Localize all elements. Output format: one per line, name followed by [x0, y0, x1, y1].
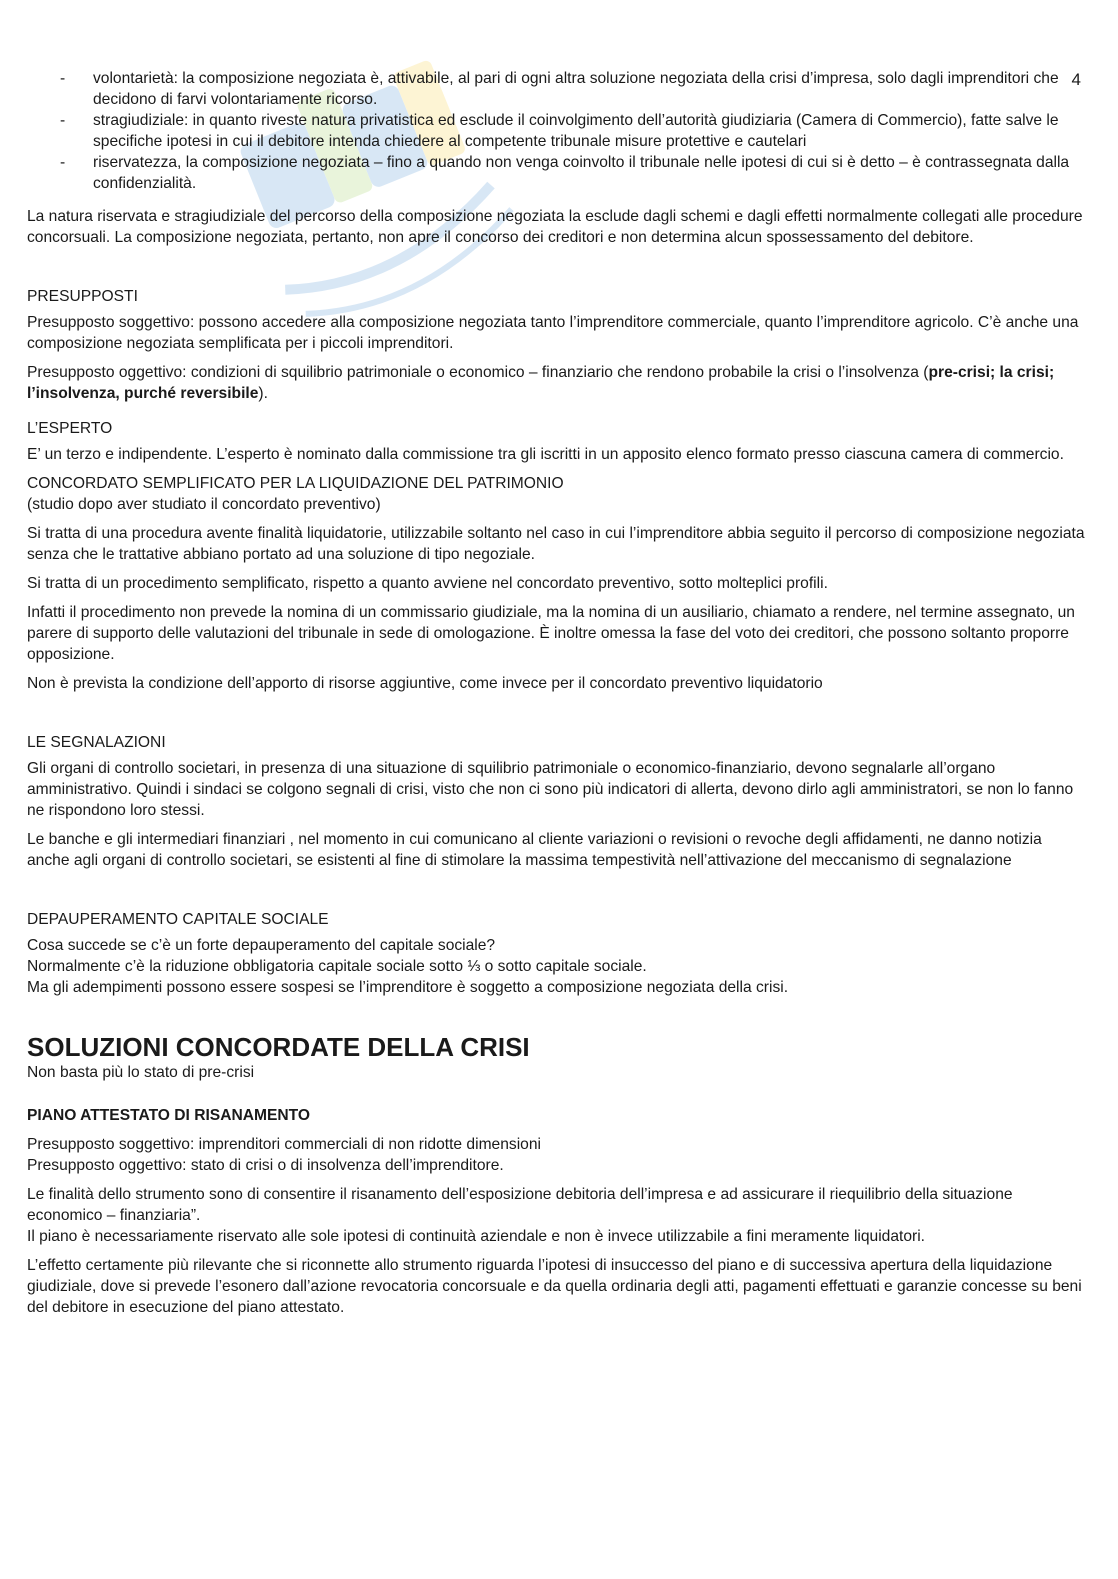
feature-list — [27, 68, 1087, 194]
section-heading-piano: PIANO ATTESTATO DI RISANAMENTO — [27, 1107, 311, 1124]
presupposto-oggettivo: Presupposto oggettivo: stato di crisi o di insolvenza dell’imprenditore. — [27, 1157, 504, 1174]
paragraph: Si tratta di una procedura avente finalità liquidatorie, utilizzabile soltanto nel caso in cui l’imprenditore abbia seguito il percorso di composizione negoziata senza che le trattative abbiano portato ad una soluzione di tipo negoziale. — [27, 525, 1085, 563]
text-line: Cosa succede se c’è un forte depauperamento del capitale sociale? — [27, 937, 496, 954]
list-item: - volontarietà: la composizione negoziata è, attivabile, al pari di ogni altra soluzione negoziata della crisi d’impresa, solo dagli imprenditori che decidono di farvi volontariamente ricorso. — [27, 68, 1087, 110]
section-heading-depauperamento: DEPAUPERAMENTO CAPITALE SOCIALE — [27, 911, 329, 928]
presupposto-soggettivo: Presupposto soggettivo: possono accedere alla composizione negoziata tanto l’imprenditore commerciale, quanto l’imprenditore agricolo. C’è anche una composizione negoziata semplificata per i piccoli imprenditori. — [27, 314, 1079, 352]
section-heading-segnalazioni: LE SEGNALAZIONI — [27, 734, 166, 751]
paragraph: Le finalità dello strumento sono di consentire il risanamento dell’esposizione debitoria dell’impresa e ad assicurare il riequilibrio della situazione economico – finanziaria”. — [27, 1186, 1013, 1224]
paragraph: Il piano è necessariamente riservato alle sole ipotesi di continuità aziendale e non è invece utilizzabile a fini meramente liquidatori. — [27, 1228, 926, 1245]
esperto-text: E’ un terzo e indipendente. L’esperto è nominato dalla commissione tra gli iscritti in un apposito elenco formato presso ciascuna camera di commercio. — [27, 446, 1064, 463]
paragraph: Le banche e gli intermediari finanziari , nel momento in cui comunicano al cliente variazioni o revisioni o revoche degli affidamenti, ne danno notizia anche agli organi di controllo societari, se esistenti al fine di stimolare la massima tempestività nell’attivazione del meccanismo di segnalazione — [27, 831, 1042, 869]
list-item: - riservatezza, la composizione negoziata – fino a quando non venga coinvolto il tribunale nelle ipotesi di cui si è detto – è contrassegnata dalla confidenzialità. — [27, 152, 1087, 194]
section-heading-concordato: CONCORDATO SEMPLIFICATO PER LA LIQUIDAZIONE DEL PATRIMONIO — [27, 475, 564, 492]
text-segment: ). — [258, 385, 268, 402]
text-line: Normalmente c’è la riduzione obbligatoria capitale sociale sotto ⅓ o sotto capitale sociale. — [27, 958, 647, 975]
section-heading-presupposti: PRESUPPOSTI — [27, 288, 138, 305]
section-heading-esperto: L’ESPERTO — [27, 420, 113, 437]
chapter-title: SOLUZIONI CONCORDATE DELLA CRISI — [27, 1032, 530, 1062]
list-item: - stragiudiziale: in quanto riveste natura privatistica ed esclude il coinvolgimento dell’autorità giudiziaria (Camera di Commercio), fatte salve le specifiche ipotesi in cui il debitore intenda chiedere al competente tribunale misure protettive e cautelari — [27, 110, 1087, 152]
section-subheading: (studio dopo aver studiato il concordato preventivo) — [27, 496, 381, 513]
page-number: 4 — [1071, 70, 1081, 89]
paragraph: Si tratta di un procedimento semplificato, rispetto a quanto avviene nel concordato preventivo, sotto molteplici profili. — [27, 575, 828, 592]
text-segment: Presupposto oggettivo: condizioni di squilibrio patrimoniale o economico – finanziario che rendono probabile la crisi o l’insolvenza ( — [27, 364, 929, 381]
presupposto-oggettivo — [27, 362, 1087, 404]
text-line: Ma gli adempimenti possono essere sospesi se l’imprenditore è soggetto a composizione negoziata della crisi. — [27, 979, 789, 996]
paragraph: L’effetto certamente più rilevante che si riconnette allo strumento riguarda l’ipotesi di insuccesso del piano e di successiva apertura della liquidazione giudiziale, dove si prevede l’esonero dall’azione revocatoria concorsuale e da quella ordinaria degli atti, pagamenti effettuati e garanzie concesse su beni del debitore in esecuzione del piano attestato. — [27, 1257, 1082, 1316]
presupposto-soggettivo: Presupposto soggettivo: imprenditori commerciali di non ridotte dimensioni — [27, 1136, 541, 1153]
chapter-subtitle: Non basta più lo stato di pre-crisi — [27, 1064, 255, 1081]
paragraph: Gli organi di controllo societari, in presenza di una situazione di squilibrio patrimoniale o economico-finanziario, devono segnalarle all’organo amministrativo. Quindi i sindaci se colgono segnali di crisi, visto che non ci sono più indicatori di allerta, devono dirlo agli amministratori, se non lo fanno ne rispondono loro stessi. — [27, 760, 1074, 819]
bold-text: pre-crisi; la crisi; l’insolvenza, purché reversibile — [27, 364, 1055, 402]
paragraph: Infatti il procedimento non prevede la nomina di un commissario giudiziale, ma la nomina di un ausiliario, chiamato a rendere, nel termine assegnato, un parere di supporto delle valutazioni del tribunale in sede di omologazione. È inoltre omessa la fase del voto dei creditori, che possono soltanto proporre opposizione. — [27, 604, 1075, 663]
intro-paragraph: La natura riservata e stragiudiziale del percorso della composizione negoziata la esclude dagli schemi e dagli effetti normalmente collegati alle procedure concorsuali. La composizione negoziata, pertanto, non apre il concorso dei creditori e non determina alcun spossessamento del debitore. — [27, 208, 1083, 246]
paragraph: Non è prevista la condizione dell’apporto di risorse aggiuntive, come invece per il concordato preventivo liquidatorio — [27, 675, 823, 692]
document-body — [27, 68, 1087, 1318]
